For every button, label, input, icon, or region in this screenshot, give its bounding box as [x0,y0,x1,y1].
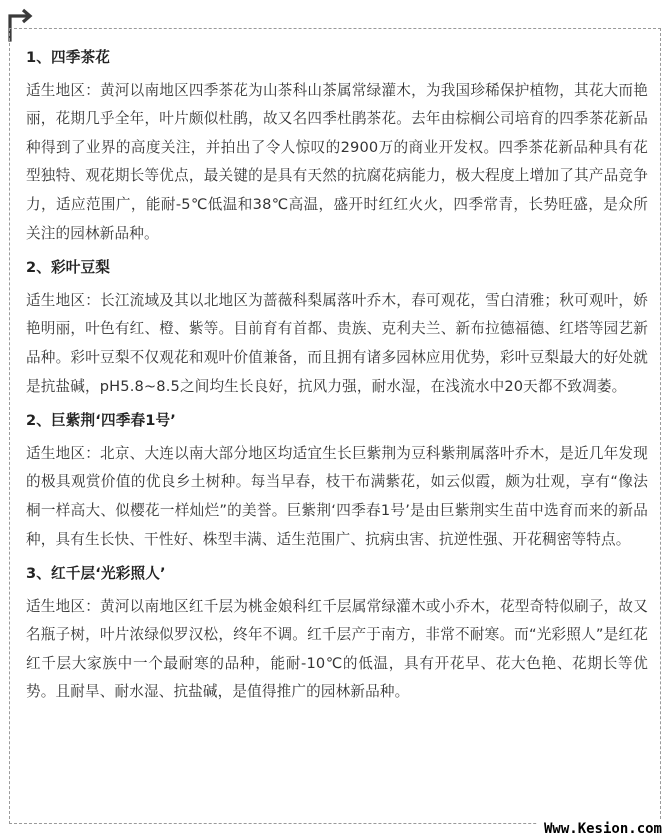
section-body-camellia: 适生地区：黄河以南地区四季茶花为山茶科山茶属常绿灌木，为我国珍稀保护植物，其花大而艳丽，花期几乎全年，叶片颇似杜鹃，故又名四季杜鹃茶花。去年由棕榈公司培育的四季茶花新品种得到了业界的高度关注，并拍出了令人惊叹的2900万的商业开发权。四季茶花新品种具有花型独特、观花期长等优点，最关键的是具有天然的抗腐花病能力，极大程度上增加了其产品竞争力，适应范围广，能耐-5℃低温和38℃高温，盛开时红红火火，四季常青，长势旺盛，是众所关注的园林新品种。 [26,81,648,242]
section-body-redbud: 适生地区：北京、大连以南大部分地区均适宜生长巨紫荆为豆科紫荆属落叶乔木，是近几年发现的极具观赏价值的优良乡土树种。每当早春，枝干布满紫花，如云似霞，颇为壮观，享有“像法桐一样高大、似樱花一样灿烂”的美誉。巨紫荆‘四季春1号’是由巨紫荆实生苗中选育而来的新品种，具有生长快、干性好、株型丰满、适生范围广、抗病虫害、抗逆性强、开花稠密等特点。 [26,444,648,548]
section-heading-bottlebrush: 3、红千层‘光彩照人’ [26,565,166,583]
section-heading-pear: 2、彩叶豆梨 [26,259,111,277]
section-heading-camellia: 1、四季茶花 [26,49,111,66]
section-body-bottlebrush: 适生地区：黄河以南地区红千层为桃金娘科红千层属常绿灌木或小乔木，花型奇特似刷子，故又名瓶子树，叶片浓绿似罗汉松，终年不调。红千层产于南方，非常不耐寒。而“光彩照人”是红花红千层大家族中一个最耐寒的品种，能耐-10℃的低温，具有开花早、花大色艳、花期长等优势。且耐旱、耐水湿、抗盐碱，是值得推广的园林新品种。 [26,597,648,701]
article-content [26,40,648,713]
section-heading-redbud: 2、巨紫荆‘四季春1号’ [26,412,176,430]
section-body-pear: 适生地区：长江流域及其以北地区为蔷薇科梨属落叶乔木，春可观花，雪白清雅；秋可观叶，娇艳明丽，叶色有红、橙、紫等。目前育有首都、贵族、克利夫兰、新布拉德福德、红塔等园艺新品种。彩叶豆梨不仅观花和观叶价值兼备，而且拥有诸多园林应用优势，彩叶豆梨最大的好处就是抗盐碱，pH5.8~8.5之间均生长良好，抗风力强，耐水湿，在浅流水中20天都不致凋萎。 [26,291,648,395]
site-watermark: Www.Kesion.com [538,821,668,838]
